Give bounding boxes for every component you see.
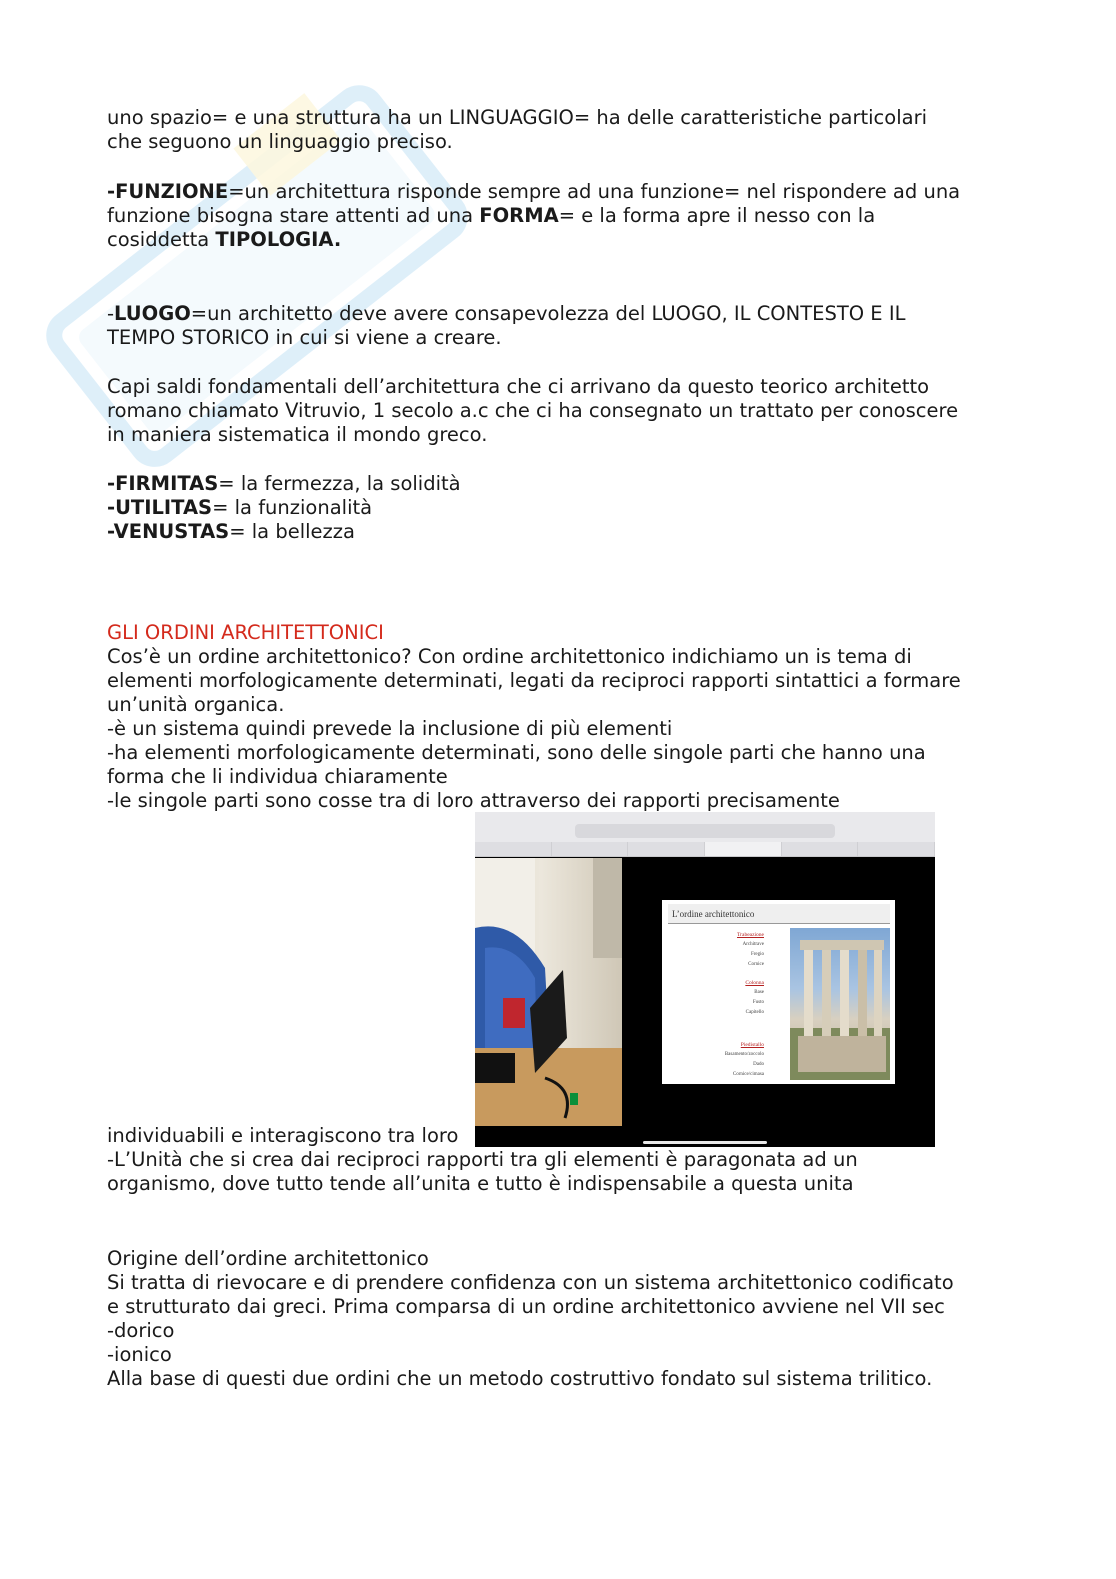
room-scene-icon <box>475 858 622 1126</box>
browser-tab <box>628 842 705 856</box>
term-venustas: -VENUSTAS <box>107 520 230 543</box>
text-line: individuabili e interagiscono tra loro <box>107 1124 459 1147</box>
text-line: romano chiamato Vitruvio, 1 secolo a.c che ci ha consegnato un trattato per conoscere <box>107 399 959 422</box>
slide-item: Cornice/cimasa <box>732 1072 764 1077</box>
funzione-text: =un architettura risponde sempre ad una funzione= nel rispondere ad una <box>228 180 961 203</box>
slide-heading: Colonna <box>745 980 764 986</box>
funzione-text: = e la forma apre il nesso con la <box>558 204 876 227</box>
triad-text: = la fermezza, la solidità <box>218 472 461 495</box>
text-line: -L’Unità che si crea dai reciproci rapporti tra gli elementi è paragonata ad un <box>107 1148 858 1171</box>
text-line: -le singole parti sono cosse tra di loro attraverso dei rapporti precisamente <box>107 789 840 812</box>
browser-toolbar <box>475 812 935 857</box>
temple-columns-icon <box>790 928 890 1080</box>
term-forma: FORMA <box>479 204 559 227</box>
luogo-line-2: TEMPO STORICO in cui si viene a creare. <box>107 326 502 349</box>
term-luogo: LUOGO <box>114 302 191 325</box>
luogo-line-1 <box>107 302 1017 326</box>
browser-tab <box>782 842 859 856</box>
presentation-slide <box>662 900 895 1084</box>
browser-tab <box>475 842 552 856</box>
text-line: -ionico <box>107 1343 172 1366</box>
slide-outline <box>692 930 764 1080</box>
text-line: organismo, dove tutto tende all’unita e tutto è indispensabile a questa unita <box>107 1172 854 1195</box>
funzione-line-1 <box>107 180 1017 204</box>
embedded-photo <box>475 812 935 1147</box>
url-bar <box>575 824 835 838</box>
triad-text: = la funzionalità <box>212 496 373 519</box>
section-heading-ordini: GLI ORDINI ARCHITETTONICI <box>107 621 384 644</box>
term-funzione: -FUNZIONE <box>107 180 229 203</box>
temple-photo <box>790 928 890 1080</box>
text-line: e strutturato dai greci. Prima comparsa di un ordine architettonico avviene nel VII sec <box>107 1295 945 1318</box>
text-line: elementi morfologicamente determinati, legati da reciproci rapporti sintattici a formare <box>107 669 961 692</box>
text-line: uno spazio= e una struttura ha un LINGUAGGIO= ha delle caratteristiche particolari <box>107 106 928 129</box>
text-line: -ha elementi morfologicamente determinati, sono delle singole parti che hanno una <box>107 741 926 764</box>
section-heading-origine: Origine dell’ordine architettonico <box>107 1247 429 1270</box>
slide-item: Fregio <box>750 952 764 957</box>
slide-item: Basamento/zoccolo <box>724 1052 764 1057</box>
funzione-text: cosiddetta <box>107 228 216 251</box>
browser-tab <box>858 842 935 856</box>
text-line: Capi saldi fondamentali dell’architettura che ci arrivano da questo teorico architetto <box>107 375 930 398</box>
slide-item: Architrave <box>742 942 764 947</box>
slide-title: L’ordine architettonico <box>668 904 890 924</box>
term-firmitas: -FIRMITAS <box>107 472 219 495</box>
browser-tabs <box>475 842 935 856</box>
slide-item: Dado <box>753 1062 764 1067</box>
text-line: -è un sistema quindi prevede la inclusione di più elementi <box>107 717 673 740</box>
text-line: Cos’è un ordine architettonico? Con ordine architettonico indichiamo un is tema di <box>107 645 912 668</box>
text-line: che seguono un linguaggio preciso. <box>107 130 453 153</box>
text-line: Alla base di questi due ordini che un metodo costruttivo fondato sul sistema trilitico. <box>107 1367 933 1390</box>
text-line: in maniera sistematica il mondo greco. <box>107 423 488 446</box>
funzione-line-2 <box>107 204 1017 228</box>
text-line: Si tratta di rievocare e di prendere confidenza con un sistema architettonico codificato <box>107 1271 954 1294</box>
triad-utilitas <box>107 496 1017 520</box>
text-line: -dorico <box>107 1319 175 1342</box>
text-line: forma che li individua chiaramente <box>107 765 448 788</box>
slide-heading: Piedistallo <box>740 1042 764 1048</box>
slide-item: Fusto <box>752 1000 764 1005</box>
triad-venustas <box>107 520 1017 544</box>
luogo-text: =un architetto deve avere consapevolezza del LUOGO, IL CONTESTO E IL <box>190 302 906 325</box>
dash: - <box>107 302 115 325</box>
slide-item: Capitello <box>745 1010 764 1015</box>
text-line: un’unità organica. <box>107 693 285 716</box>
triad-text: = la bellezza <box>229 520 355 543</box>
slide-heading: Trabeazione <box>737 932 764 938</box>
funzione-line-3 <box>107 228 1017 252</box>
slide-item: Cornice <box>748 962 764 967</box>
term-utilitas: -UTILITAS <box>107 496 213 519</box>
browser-tab <box>552 842 629 856</box>
slide-item: Base <box>754 990 764 995</box>
funzione-text: funzione bisogna stare attenti ad una <box>107 204 480 227</box>
browser-tab-active <box>705 842 782 856</box>
triad-firmitas <box>107 472 1017 496</box>
webcam-room-view <box>475 858 622 1126</box>
term-tipologia: TIPOLOGIA. <box>215 228 342 251</box>
